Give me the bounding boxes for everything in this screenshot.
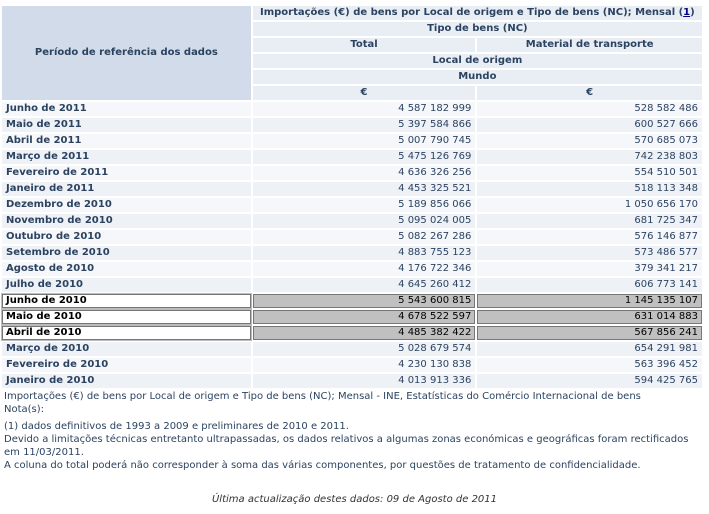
table-row — [2, 246, 702, 260]
period-cell: Setembro de 2010 — [2, 246, 251, 260]
period-cell: Junho de 2010 — [2, 294, 251, 308]
table-row — [2, 326, 702, 340]
transport-cell: 528 582 486 — [477, 102, 702, 116]
period-cell: Dezembro de 2010 — [2, 198, 251, 212]
transport-cell: 631 014 883 — [477, 310, 702, 324]
transport-cell: 1 050 656 170 — [477, 198, 702, 212]
unit-total: € — [253, 86, 476, 100]
last-update: Última actualização destes dados: 09 de Agosto de 2011 — [211, 494, 498, 505]
table-row — [2, 342, 702, 356]
table-row — [2, 102, 702, 116]
period-cell: Maio de 2011 — [2, 118, 251, 132]
total-cell: 5 397 584 866 — [253, 118, 476, 132]
transport-cell: 606 773 141 — [477, 278, 702, 292]
type-header: Tipo de bens (NC) — [253, 22, 702, 36]
period-cell: Junho de 2011 — [2, 102, 251, 116]
total-column-header: Total — [253, 38, 476, 52]
total-cell: 5 007 790 745 — [253, 134, 476, 148]
note-3: A coluna do total poderá não corresponder à soma das várias componentes, por questões de tratamento de confidencialidade. — [4, 460, 641, 471]
note-ref-link[interactable]: 1 — [683, 7, 691, 18]
origin-value: Mundo — [253, 70, 702, 84]
total-cell: 5 189 856 066 — [253, 198, 476, 212]
total-cell: 4 636 326 256 — [253, 166, 476, 180]
table-row — [2, 374, 702, 388]
period-cell: Julho de 2010 — [2, 278, 251, 292]
total-cell: 4 485 382 422 — [253, 326, 476, 340]
period-cell: Março de 2011 — [2, 150, 251, 164]
table-row — [2, 198, 702, 212]
transport-cell: 563 396 452 — [477, 358, 702, 372]
data-table-container — [0, 4, 704, 472]
notes-section — [0, 390, 704, 472]
total-cell: 5 475 126 769 — [253, 150, 476, 164]
imports-table — [0, 4, 704, 390]
period-cell: Janeiro de 2011 — [2, 182, 251, 196]
period-cell: Abril de 2010 — [2, 326, 251, 340]
transport-cell: 594 425 765 — [477, 374, 702, 388]
period-cell: Fevereiro de 2010 — [2, 358, 251, 372]
table-row — [2, 278, 702, 292]
table-row — [2, 118, 702, 132]
transport-column-header: Material de transporte — [477, 38, 702, 52]
transport-cell: 742 238 803 — [477, 150, 702, 164]
unit-transport: € — [477, 86, 702, 100]
transport-cell: 1 145 135 107 — [477, 294, 702, 308]
period-cell: Agosto de 2010 — [2, 262, 251, 276]
table-row — [2, 182, 702, 196]
period-cell: Abril de 2011 — [2, 134, 251, 148]
total-cell: 5 095 024 005 — [253, 214, 476, 228]
table-row — [2, 166, 702, 180]
total-cell: 5 028 679 574 — [253, 342, 476, 356]
total-cell: 4 645 260 412 — [253, 278, 476, 292]
period-cell: Outubro de 2010 — [2, 230, 251, 244]
origin-header: Local de origem — [253, 54, 702, 68]
transport-cell: 600 527 666 — [477, 118, 702, 132]
total-cell: 4 678 522 597 — [253, 310, 476, 324]
period-cell: Janeiro de 2010 — [2, 374, 251, 388]
table-row — [2, 358, 702, 372]
total-cell: 4 013 913 336 — [253, 374, 476, 388]
transport-cell: 567 856 241 — [477, 326, 702, 340]
note-1: (1) dados definitivos de 1993 a 2009 e preliminares de 2010 e 2011. — [4, 421, 349, 432]
table-title: Importações (€) de bens por Local de origem e Tipo de bens (NC); Mensal (1) — [253, 6, 702, 20]
total-cell: 5 082 267 286 — [253, 230, 476, 244]
note-2: Devido a limitações técnicas entretanto ultrapassadas, os dados relativos a algumas zonas económicas e geográficas foram rectificados em 11/03/2011. — [4, 434, 689, 458]
total-cell: 5 543 600 815 — [253, 294, 476, 308]
transport-cell: 570 685 073 — [477, 134, 702, 148]
table-row — [2, 262, 702, 276]
total-cell: 4 587 182 999 — [253, 102, 476, 116]
period-cell: Novembro de 2010 — [2, 214, 251, 228]
table-row — [2, 230, 702, 244]
transport-cell: 681 725 347 — [477, 214, 702, 228]
period-header: Período de referência dos dados — [2, 6, 251, 100]
period-cell: Março de 2010 — [2, 342, 251, 356]
total-cell: 4 453 325 521 — [253, 182, 476, 196]
table-row — [2, 310, 702, 324]
transport-cell: 573 486 577 — [477, 246, 702, 260]
transport-cell: 379 341 217 — [477, 262, 702, 276]
transport-cell: 518 113 348 — [477, 182, 702, 196]
notes-label: Nota(s): — [4, 404, 45, 415]
source-note: Importações (€) de bens por Local de origem e Tipo de bens (NC); Mensal - INE, Estatísticas do Comércio Internacional de bens — [4, 391, 641, 402]
period-cell: Maio de 2010 — [2, 310, 251, 324]
table-row — [2, 150, 702, 164]
period-cell: Fevereiro de 2011 — [2, 166, 251, 180]
table-row — [2, 134, 702, 148]
total-cell: 4 883 755 123 — [253, 246, 476, 260]
transport-cell: 576 146 877 — [477, 230, 702, 244]
total-cell: 4 176 722 346 — [253, 262, 476, 276]
transport-cell: 654 291 981 — [477, 342, 702, 356]
total-cell: 4 230 130 838 — [253, 358, 476, 372]
table-row — [2, 214, 702, 228]
transport-cell: 554 510 501 — [477, 166, 702, 180]
table-row — [2, 294, 702, 308]
